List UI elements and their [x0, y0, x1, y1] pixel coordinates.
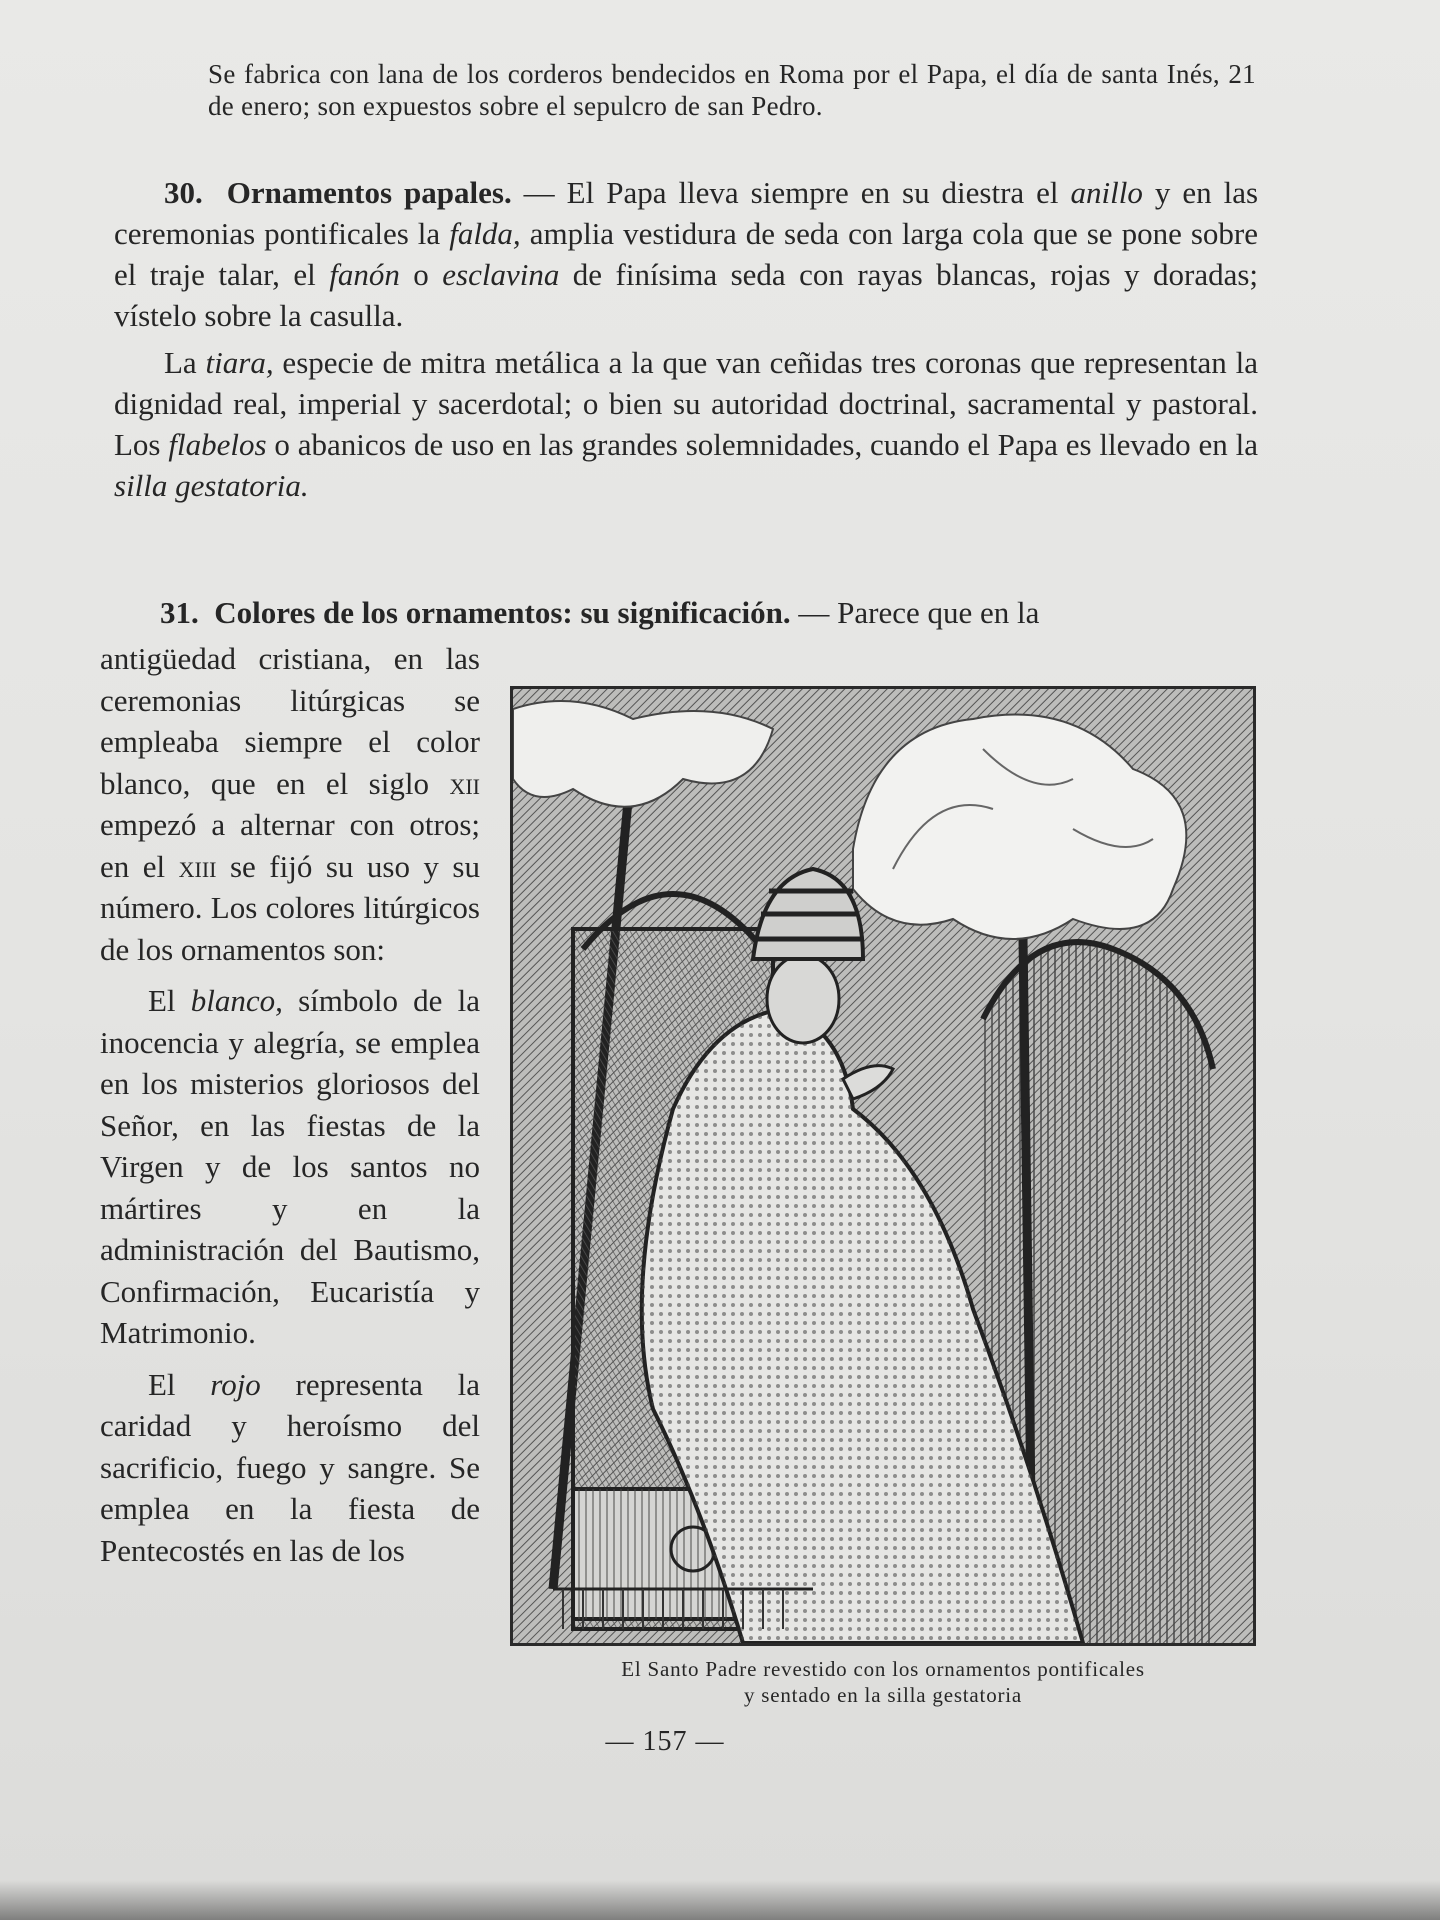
paragraph-31-intro	[100, 638, 480, 970]
italic-term-fanon: fanón	[329, 257, 400, 292]
italic-term-blanco: blanco,	[190, 983, 283, 1018]
pope-on-sedia-gestatoria-illustration	[513, 689, 1253, 1643]
caption-line-1: El Santo Padre revestido con los ornamentos pontificales	[621, 1657, 1145, 1681]
section-31-heading	[160, 592, 1258, 633]
text-run: o	[399, 257, 443, 292]
text-run: El	[148, 983, 191, 1018]
paragraph-rojo	[100, 1364, 480, 1572]
left-text-column	[100, 638, 480, 1581]
text-run: símbolo de la inocencia y alegría, se emplea en los misterios gloriosos del Señor, en las fiestas de la Virgen y de los santos no mártires y en la administración del Bautismo, Confirmación, Eucaristía y Matrimonio.	[100, 983, 480, 1350]
engraving-illustration	[510, 686, 1256, 1646]
figure-caption	[510, 1656, 1256, 1708]
caption-line-2: y sentado en la silla gestatoria	[743, 1683, 1023, 1707]
text-run: se fijó su uso y su número. Los colores litúrgicos de los ornamentos son:	[100, 848, 480, 967]
text-run: Parece que en la	[837, 595, 1040, 630]
italic-term-falda: falda,	[449, 216, 521, 251]
text-run: de finísima seda con rayas blancas, rojas y doradas; vístelo sobre la casulla.	[114, 257, 1259, 333]
page-edge-shadow	[0, 1880, 1440, 1920]
dash: —	[511, 175, 567, 210]
text-run: El Papa lleva siempre en su diestra el	[566, 175, 1071, 210]
section-30-title: Ornamentos papales.	[226, 175, 512, 210]
dash: —	[790, 595, 838, 630]
italic-term-silla-gestatoria: silla gestatoria.	[114, 468, 309, 503]
italic-term-flabelos: flabelos	[168, 427, 267, 462]
text-run: El	[148, 1366, 211, 1402]
text-run: especie de mitra metálica a la que van ceñidas tres coronas que representan la dignidad real, imperial y sacerdotal; o bien su autoridad doctrinal, sacramental y pastoral. Los	[114, 345, 1258, 462]
text-run: empezó a alternar con otros; en el	[100, 807, 480, 884]
roman-numeral-xii: xii	[449, 765, 480, 801]
paragraph-30-ornamentos-papales	[114, 172, 1258, 336]
text-run: antigüedad cristiana, en las ceremonias litúrgicas se empleaba siempre el color blanco, que en el siglo	[100, 641, 480, 801]
paragraph-30-tiara	[114, 342, 1258, 506]
text-run: La	[164, 345, 206, 380]
italic-term-rojo: rojo	[210, 1366, 261, 1402]
text-run: y en las ceremonias pontificales la	[114, 175, 1259, 251]
paragraph-blanco	[100, 980, 480, 1354]
text-run: o abanicos de uso en las grandes solemnidades, cuando el Papa es llevado en la	[266, 427, 1258, 462]
italic-term-esclavina: esclavina	[442, 257, 560, 292]
page-number: — 157 —	[605, 1726, 725, 1757]
section-31-title: Colores de los ornamentos: su significación.	[214, 595, 791, 630]
italic-term-tiara: tiara,	[205, 345, 274, 380]
text-run: representa la caridad y heroísmo del sacrificio, fuego y sangre. Se emplea en la fiesta de Pentecostés en las de los	[100, 1366, 480, 1568]
section-31-number: 31.	[160, 595, 199, 630]
section-30-number: 30.	[164, 175, 203, 210]
italic-term-anillo: anillo	[1070, 175, 1143, 210]
footnote-text: Se fabrica con lana de los corderos bendecidos en Roma por el Papa, el día de santa Inés, 21 de enero; son expuestos sobre el sepulcro de san Pedro.	[208, 59, 1256, 121]
roman-numeral-xiii: xiii	[178, 848, 217, 884]
text-run: amplia vestidura de seda con larga cola que se pone sobre el traje talar, el	[114, 216, 1258, 292]
